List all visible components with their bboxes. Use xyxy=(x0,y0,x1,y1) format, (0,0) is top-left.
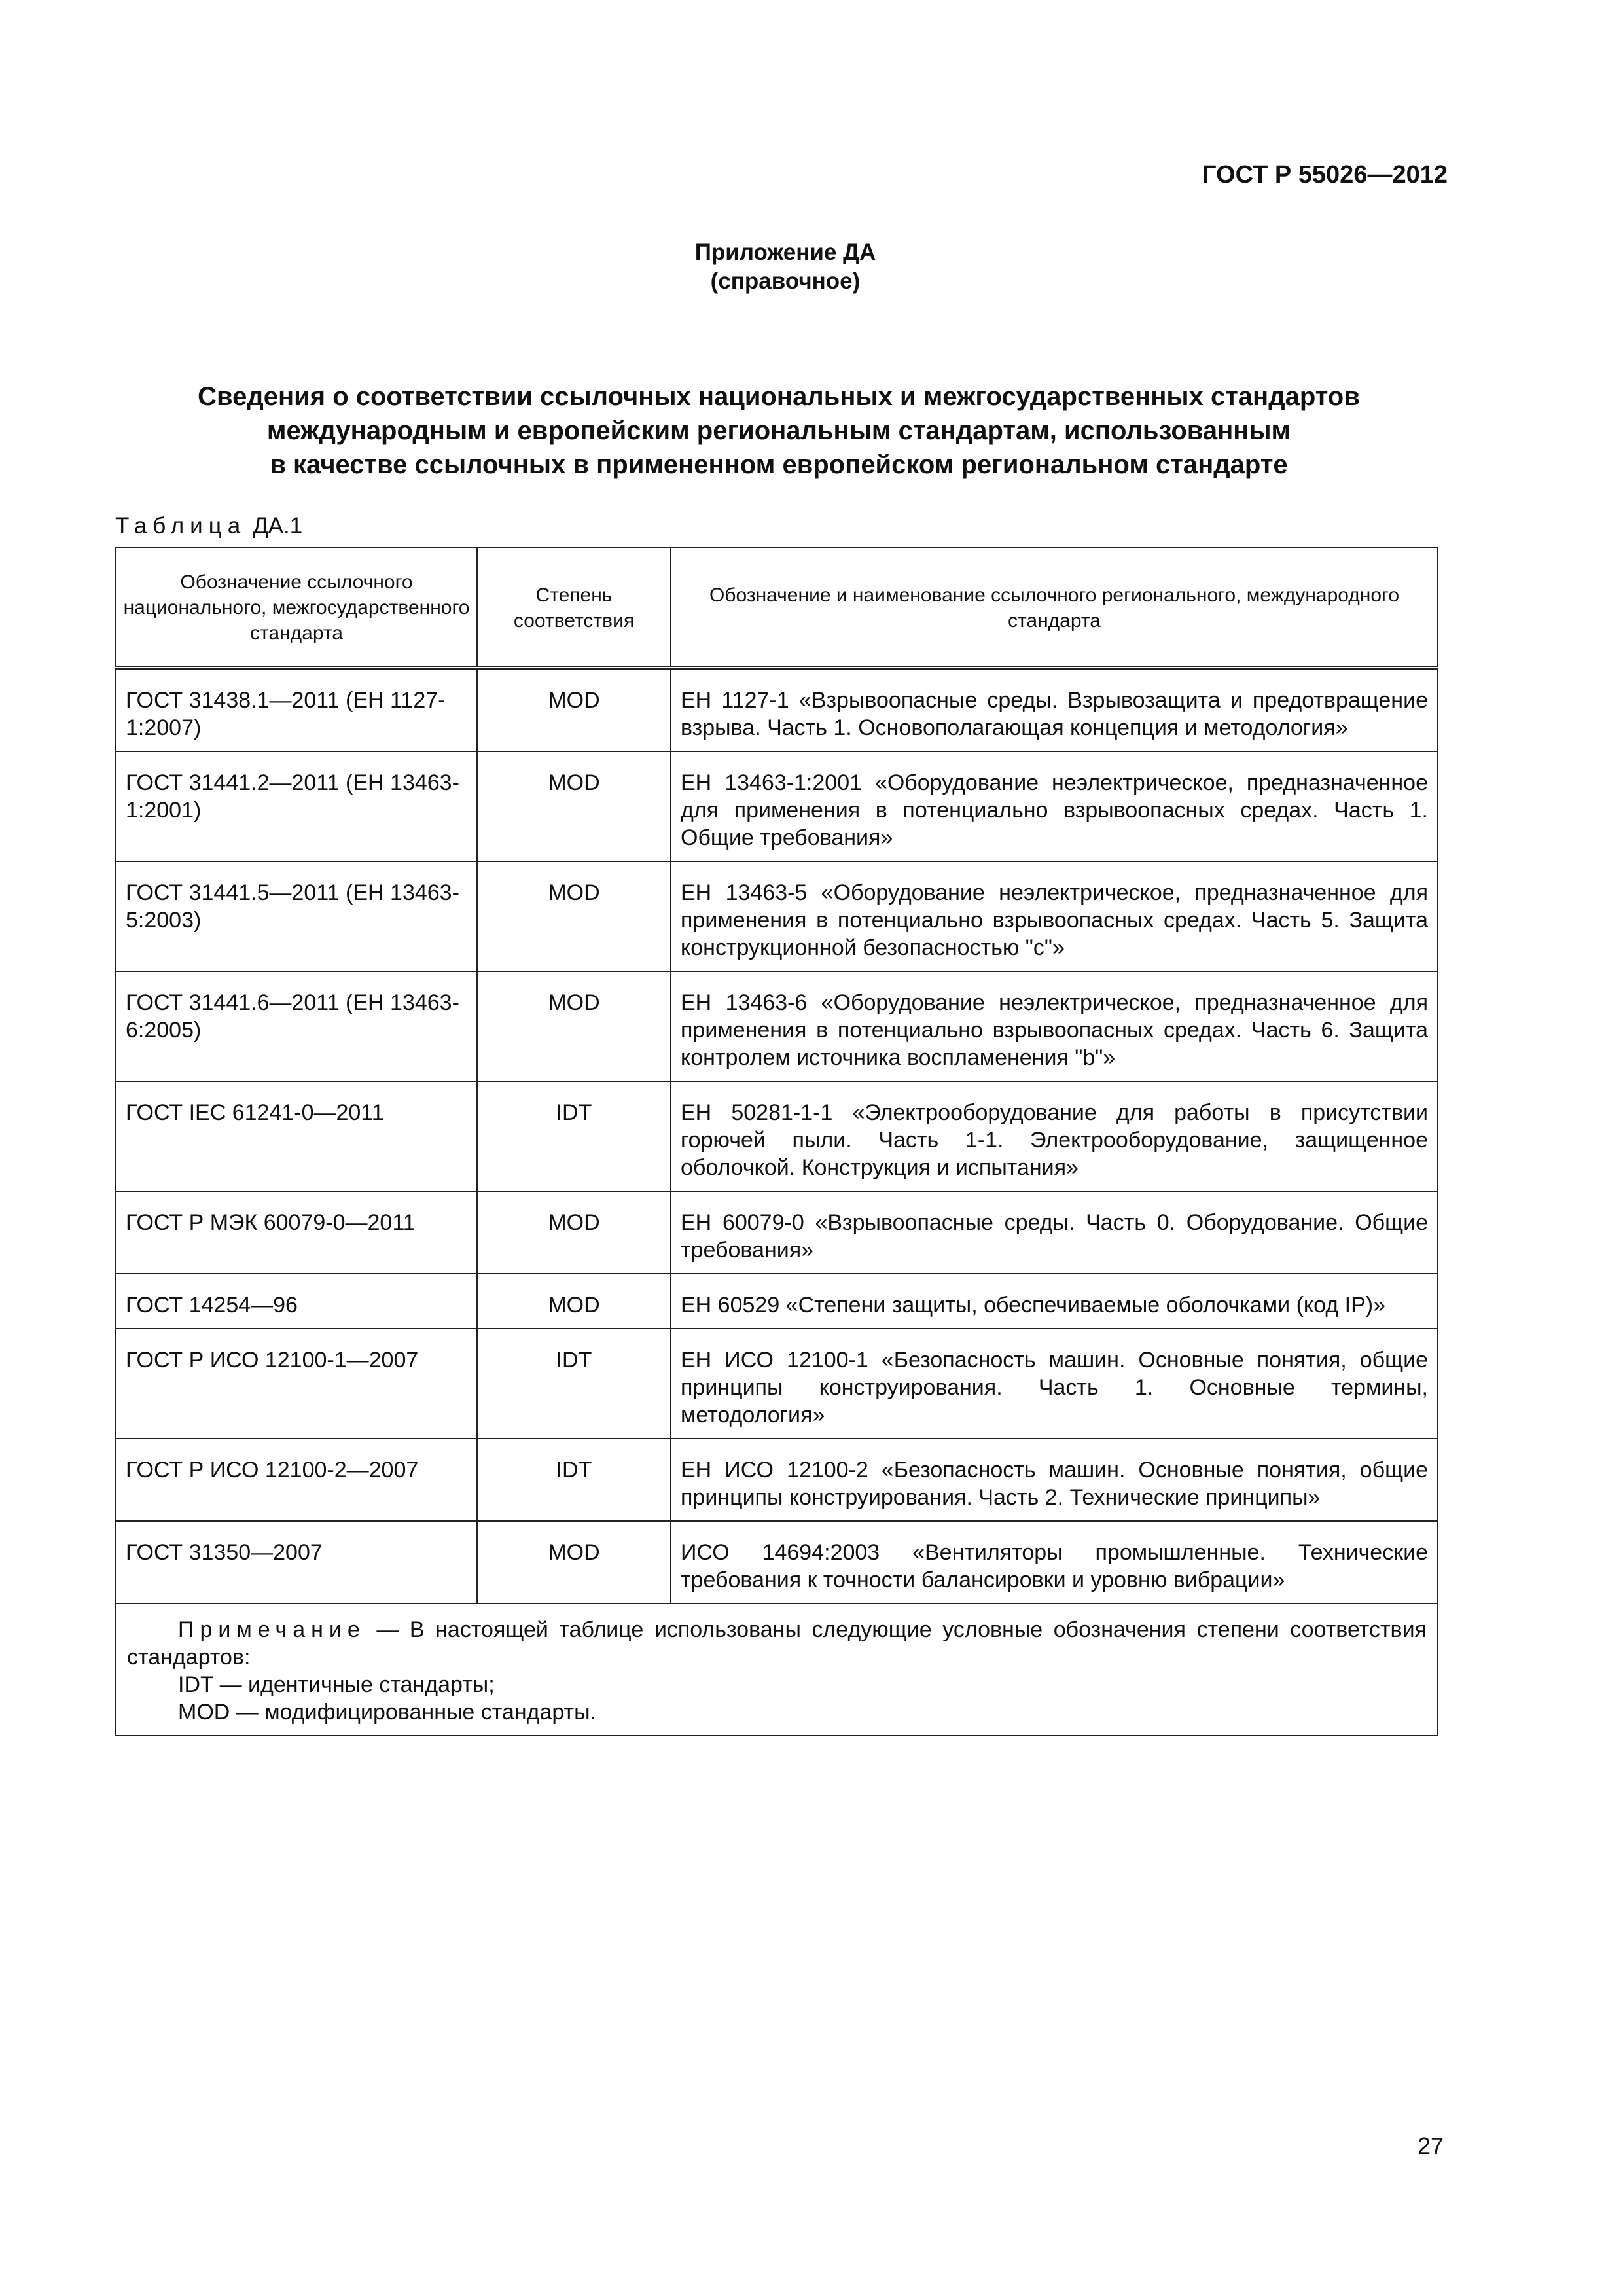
cell-regional-standard: ЕН 60079-0 «Взрывоопасные среды. Часть 0. Оборудование. Общие требования» xyxy=(671,1191,1438,1274)
appendix-title: Приложение ДА xyxy=(694,240,876,265)
cell-regional-standard: ЕН ИСО 12100-1 «Безопасность машин. Основные понятия, общие принципы конструирования. Часть 1. Основные термины, методология» xyxy=(671,1329,1438,1439)
document-title-line: в качестве ссылочных в примененном европейском региональном стандарте xyxy=(270,450,1288,479)
cell-degree: IDT xyxy=(477,1439,671,1521)
cell-regional-standard: ЕН 50281-1-1 «Электрооборудование для работы в присутствии горючей пыли. Часть 1-1. Электрооборудование, защищенное оболочкой. Конструкция и испытания» xyxy=(671,1081,1438,1191)
cell-regional-standard: ЕН 60529 «Степени защиты, обеспечиваемые оболочками (код IP)» xyxy=(671,1274,1438,1329)
cell-degree: IDT xyxy=(477,1081,671,1191)
table-row xyxy=(116,1521,1438,1604)
correspondence-table-container xyxy=(115,547,1437,1736)
cell-national-standard: ГОСТ 31441.5—2011 (ЕН 13463-5:2003) xyxy=(116,861,477,971)
cell-regional-standard: ЕН 13463-1:2001 «Оборудование неэлектрическое, предназначенное для применения в потенциально взрывоопасных средах. Часть 1. Общие требования» xyxy=(671,751,1438,861)
table-row xyxy=(116,751,1438,861)
correspondence-table xyxy=(115,547,1438,1736)
cell-regional-standard: ЕН 13463-5 «Оборудование неэлектрическое, предназначенное для применения в потенциально взрывоопасных средах. Часть 5. Защита конструкционной безопасностью "с"» xyxy=(671,861,1438,971)
cell-regional-standard: ЕН 1127-1 «Взрывоопасные среды. Взрывозащита и предотвращение взрыва. Часть 1. Основополагающая концепция и методология» xyxy=(671,668,1438,751)
note-label: Примечание xyxy=(178,1617,366,1642)
cell-national-standard: ГОСТ 14254—96 xyxy=(116,1274,477,1329)
header-regional-standard: Обозначение и наименование ссылочного регионального, международного стандарта xyxy=(671,548,1438,668)
document-title-line: международным и европейским региональным стандартам, использованным xyxy=(266,416,1291,445)
cell-degree: MOD xyxy=(477,1274,671,1329)
note-idt-definition: IDT — идентичные стандарты; xyxy=(178,1672,495,1697)
table-row xyxy=(116,1439,1438,1521)
header-degree: Степень соответствия xyxy=(477,548,671,668)
document-title-line: Сведения о соответствии ссылочных национальных и межгосударственных стандартов xyxy=(198,382,1360,411)
table-header-row xyxy=(116,548,1438,668)
document-title xyxy=(118,380,1440,482)
cell-regional-standard: ЕН 13463-6 «Оборудование неэлектрическое, предназначенное для применения в потенциально взрывоопасных средах. Часть 6. Защита контролем источника воспламенения "b"» xyxy=(671,971,1438,1081)
table-row xyxy=(116,1329,1438,1439)
cell-national-standard: ГОСТ 31441.6—2011 (ЕН 13463-6:2005) xyxy=(116,971,477,1081)
header-national-standard: Обозначение ссылочного национального, межгосударственного стандарта xyxy=(116,548,477,668)
cell-regional-standard: ЕН ИСО 12100-2 «Безопасность машин. Основные понятия, общие принципы конструирования. Часть 2. Технические принципы» xyxy=(671,1439,1438,1521)
cell-national-standard: ГОСТ Р ИСО 12100-1—2007 xyxy=(116,1329,477,1439)
table-row xyxy=(116,1191,1438,1274)
table-caption-label: Таблица xyxy=(115,513,247,539)
cell-degree: IDT xyxy=(477,1329,671,1439)
cell-national-standard: ГОСТ IEC 61241-0—2011 xyxy=(116,1081,477,1191)
table-row xyxy=(116,1081,1438,1191)
note-mod-definition: MOD — модифицированные стандарты. xyxy=(178,1700,597,1725)
cell-degree: MOD xyxy=(477,668,671,751)
cell-national-standard: ГОСТ 31350—2007 xyxy=(116,1521,477,1604)
cell-national-standard: ГОСТ 31438.1—2011 (ЕН 1127-1:2007) xyxy=(116,668,477,751)
cell-national-standard: ГОСТ Р ИСО 12100-2—2007 xyxy=(116,1439,477,1521)
table-row xyxy=(116,668,1438,751)
appendix-heading xyxy=(0,238,1571,296)
table-row xyxy=(116,861,1438,971)
cell-degree: MOD xyxy=(477,971,671,1081)
table-note xyxy=(116,1604,1438,1736)
appendix-subtitle: (справочное) xyxy=(710,268,861,294)
table-caption-number: ДА.1 xyxy=(252,513,303,539)
cell-national-standard: ГОСТ 31441.2—2011 (ЕН 13463-1:2001) xyxy=(116,751,477,861)
cell-degree: MOD xyxy=(477,861,671,971)
table-caption xyxy=(115,513,302,539)
table-row xyxy=(116,971,1438,1081)
page-number: 27 xyxy=(1417,2132,1444,2159)
cell-regional-standard: ИСО 14694:2003 «Вентиляторы промышленные. Технические требования к точности балансировки и уровню вибрации» xyxy=(671,1521,1438,1604)
cell-national-standard: ГОСТ Р МЭК 60079-0—2011 xyxy=(116,1191,477,1274)
note-paragraph xyxy=(127,1616,1427,1671)
table-note-row xyxy=(116,1604,1438,1736)
cell-degree: MOD xyxy=(477,1191,671,1274)
document-number: ГОСТ Р 55026—2012 xyxy=(1202,161,1448,188)
cell-degree: MOD xyxy=(477,1521,671,1604)
table-row xyxy=(116,1274,1438,1329)
cell-degree: MOD xyxy=(477,751,671,861)
note-text: — В настоящей таблице использованы следующие условные обозначения степени соответствия стандартов: xyxy=(127,1617,1427,1670)
